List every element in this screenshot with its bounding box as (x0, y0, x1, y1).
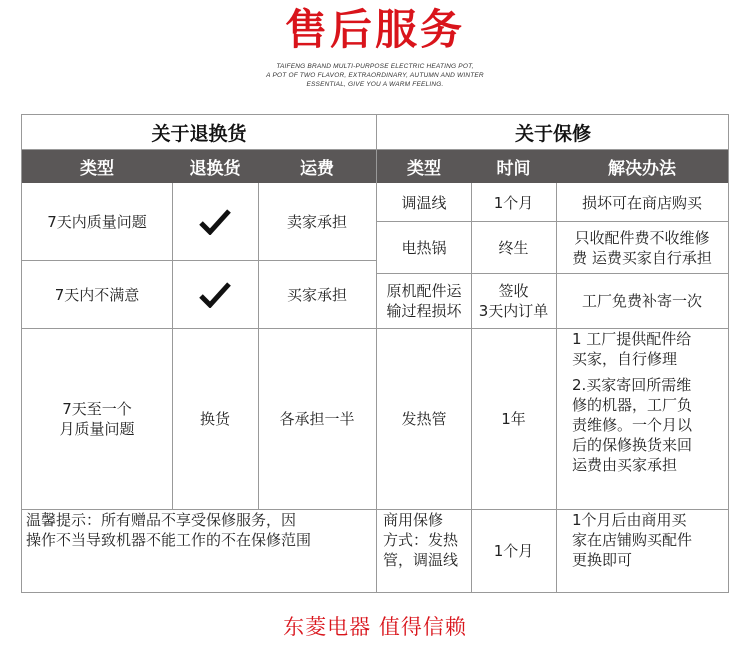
warranty-row-5-type (377, 510, 471, 592)
solution-line: 运费由买家承担 (572, 456, 678, 474)
check-icon (172, 261, 258, 328)
returns-row-2-freight: 买家承担 (286, 285, 347, 304)
solution-line: 家在店铺购买配件 (572, 531, 693, 549)
solution-line: 费 运费买家自行承担 (572, 248, 712, 267)
type-line: 管，调温线 (383, 551, 459, 569)
solution-line: 修的机器，工厂负 (572, 396, 693, 414)
returns-row-3-freight: 各承担一半 (279, 410, 355, 428)
warranty-row-2-type: 电热锅 (401, 238, 447, 257)
warranty-row-4-type: 发热管 (401, 410, 447, 428)
solution-line: 责维修。一个月以 (572, 416, 693, 434)
solution-line: 2.买家寄回所需维 (572, 376, 692, 394)
tagline-line-2: A POT OF TWO FLAVOR, EXTRAORDINARY, AUTUMN AND WINTER (266, 72, 484, 79)
time-line: 3天内订单 (478, 302, 549, 320)
returns-row-1-type: 7天内质量问题 (47, 213, 147, 231)
solution-line: 更换即可 (572, 551, 633, 569)
warranty-row-1-solution: 损坏可在商店购买 (581, 193, 702, 212)
warranty-row-2-time: 终生 (498, 238, 529, 257)
returns-row-3-type (22, 329, 172, 509)
note-line: 操作不当导致机器不能工作的不在保修范围 (26, 531, 312, 549)
after-sales-table (21, 114, 729, 593)
warm-tip-note (22, 510, 376, 592)
tagline (0, 62, 750, 89)
note-line: 温馨提示：所有赠品不享受保修服务，因 (26, 511, 297, 529)
time-line: 签收 (498, 282, 529, 300)
warranty-row-1-time: 1个月 (493, 193, 534, 212)
returns-header-freight: 运费 (300, 159, 334, 179)
warranty-header-type: 类型 (407, 159, 441, 179)
warranty-row-2-solution (556, 222, 728, 273)
warranty-row-4-solution (556, 329, 728, 509)
solution-line: 只收配件费不收维修 (574, 228, 710, 247)
type-line: 方式：发热 (383, 531, 459, 549)
returns-row-1-freight: 卖家承担 (286, 213, 347, 231)
warranty-row-5-solution (556, 510, 728, 592)
type-line: 输过程损坏 (386, 302, 462, 320)
solution-line: 1 工厂提供配件给 (572, 330, 692, 348)
warranty-header-solution: 解决办法 (608, 159, 676, 179)
tagline-line-3: ESSENTIAL, GIVE YOU A WARM FEELING. (306, 81, 444, 88)
solution-line: 1个月后由商用买 (572, 511, 687, 529)
tagline-line-1: TAIFENG BRAND MULTI-PURPOSE ELECTRIC HEATING POT, (276, 63, 474, 70)
warranty-section-title: 关于保修 (514, 123, 591, 145)
warranty-row-1-type: 调温线 (401, 193, 447, 212)
solution-line: 后的保修换货来回 (572, 436, 693, 454)
warranty-row-4-time: 1年 (501, 410, 526, 428)
type-line: 原机配件运 (386, 282, 462, 300)
returns-row-3-exchange: 换货 (199, 410, 230, 428)
warranty-row-3-solution: 工厂免费补寄一次 (581, 292, 702, 310)
warranty-row-3-type (377, 274, 471, 328)
page-title: 售后服务 (284, 5, 465, 54)
type-line: 月质量问题 (59, 420, 135, 438)
returns-header-type: 类型 (80, 159, 114, 179)
returns-row-2-type: 7天内不满意 (54, 285, 140, 304)
brand-slogan: 东菱电器 值得信赖 (283, 615, 467, 639)
warranty-header-time: 时间 (496, 159, 531, 179)
warranty-row-3-time (471, 274, 556, 328)
check-icon (172, 184, 258, 260)
warranty-row-5-time: 1个月 (493, 542, 534, 560)
returns-section-title: 关于退换货 (151, 123, 247, 145)
type-line: 商用保修 (383, 511, 444, 529)
solution-line: 买家，自行修理 (572, 350, 678, 368)
type-line: 7天至一个 (62, 400, 132, 418)
returns-header-exchange: 退换货 (189, 159, 241, 179)
